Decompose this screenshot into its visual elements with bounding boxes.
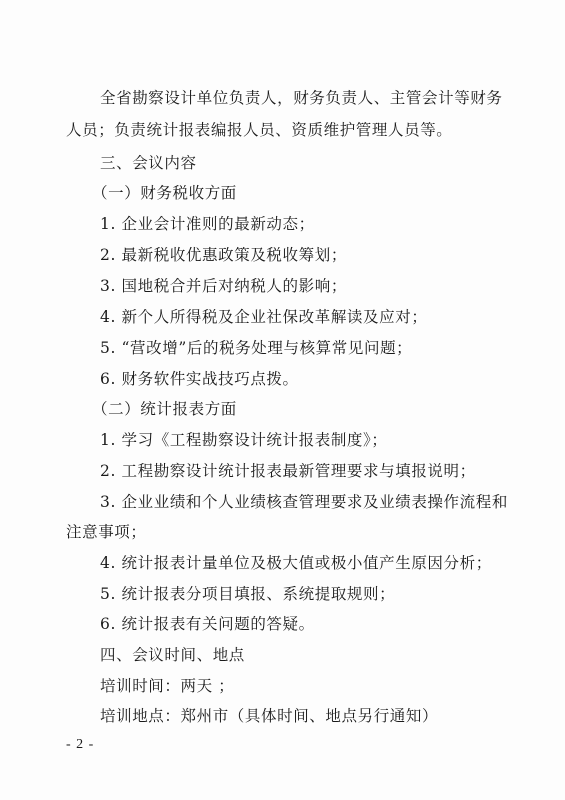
training-location: 培训地点：郑州市（具体时间、地点另行通知） [100, 707, 439, 725]
body-line-2: 人员；负责统计报表编报人员、资质维护管理人员等。 [66, 121, 453, 139]
statistics-item-3: 3. 企业业绩和个人业绩核查管理要求及业绩表操作流程和 [100, 493, 508, 511]
finance-item-4: 4. 新个人所得税及企业社保改革解读及应对； [100, 308, 428, 326]
section-heading-4: 四、会议时间、地点 [100, 646, 245, 664]
statistics-item-3-cont: 注意事项； [66, 523, 147, 541]
statistics-item-1: 1. 学习《工程勘察设计统计报表制度》； [100, 431, 388, 449]
statistics-item-6: 6. 统计报表有关问题的答疑。 [100, 615, 315, 633]
page-number: - 2 - [66, 737, 95, 752]
finance-item-6: 6. 财务软件实战技巧点拨。 [100, 370, 299, 388]
section-heading-3: 三、会议内容 [100, 154, 197, 172]
finance-item-3: 3. 国地税合并后对纳税人的影响； [100, 277, 347, 295]
statistics-item-5: 5. 统计报表分项目填报、系统提取规则； [100, 585, 396, 603]
subsection-heading-finance: （一）财务税收方面 [92, 184, 237, 202]
finance-item-5: 5. “营改增”后的税务处理与核算常见问题； [100, 339, 413, 357]
statistics-item-2: 2. 工程勘察设计统计报表最新管理要求与填报说明； [100, 462, 476, 480]
subsection-heading-statistics: （二）统计报表方面 [92, 400, 237, 418]
finance-item-2: 2. 最新税收优惠政策及税收筹划； [100, 246, 347, 264]
training-time: 培训时间：两天 ； [100, 677, 235, 695]
body-line-1: 全省勘察设计单位负责人，财务负责人、主管会计等财务 [100, 89, 503, 107]
finance-item-1: 1. 企业会计准则的最新动态； [100, 215, 315, 233]
statistics-item-4: 4. 统计报表计量单位及极大值或极小值产生原因分析； [100, 554, 492, 572]
